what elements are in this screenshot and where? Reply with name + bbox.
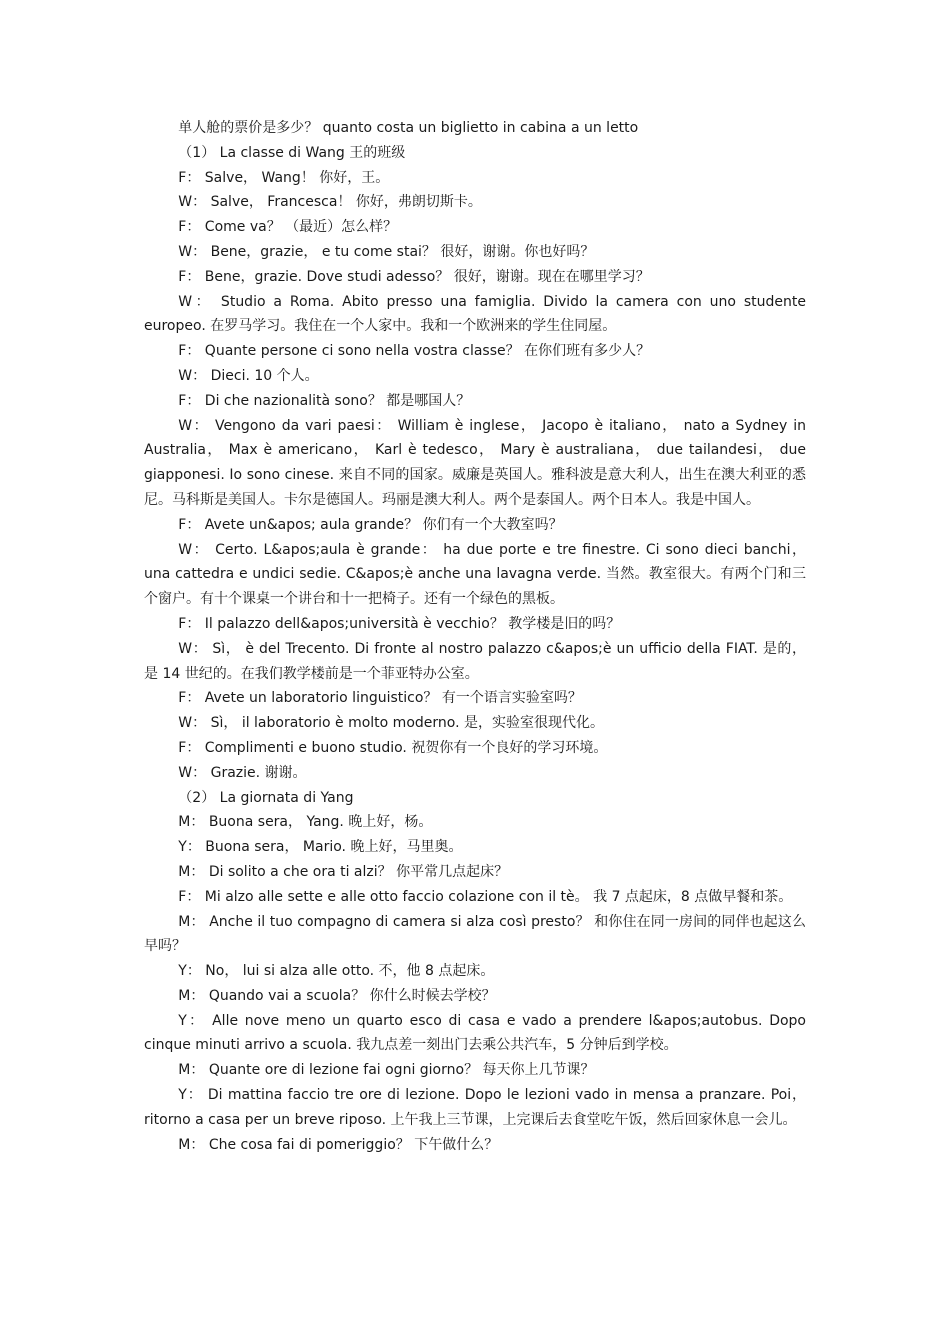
- dialogue-line: Y： Buona sera， Mario. 晚上好，马里奥。: [178, 839, 463, 856]
- dialogue-line: M： Quante ore di lezione fai ogni giorno？ 每天你上几节课？: [178, 1062, 595, 1079]
- dialogue-line: F： Come va？ （最近）怎么样？: [178, 219, 398, 236]
- section-heading: （2） La giornata di Yang: [178, 789, 354, 806]
- dialogue-line: M： Quando vai a scuola？ 你什么时候去学校？: [178, 987, 496, 1004]
- dialogue-line: F： Quante persone ci sono nella vostra classe？ 在你们班有多少人？: [178, 343, 651, 360]
- dialogue-line: Y： No， lui si alza alle otto. 不，他 8 点起床。: [178, 963, 495, 980]
- dialogue-line: F： Di che nazionalità sono？ 都是哪国人？: [178, 392, 471, 409]
- dialogue-line: Y： Alle nove meno un quarto esco di casa e vado a prendere l&apos;autobus. Dopo cinque minuti arrivo a scuola. 我九点差一刻出门去乘公共汽车，5 分钟后到学校。: [144, 1012, 806, 1054]
- paragraph: 单人舱的票价是多少？ quanto costa un biglietto in cabina a un letto: [178, 120, 639, 136]
- dialogue-line: M： Anche il tuo compagno di camera si alza così presto？ 和你住在同一房间的同伴也起这么早吗？: [144, 913, 806, 955]
- dialogue-line: M： Che cosa fai di pomeriggio？ 下午做什么？: [178, 1136, 499, 1153]
- dialogue-line: F： Il palazzo dell&apos;università è vecchio？ 教学楼是旧的吗？: [178, 615, 621, 632]
- dialogue-line: W： Grazie. 谢谢。: [178, 764, 307, 781]
- dialogue-line: W： Vengono da vari paesi： William è inglese， Jacopo è italiano， nato a Sydney in Australia， Max è americano， Karl è tedesco， Mary è australiana， due tailandesi， due giapponesi. Io sono cinese. 来自不同的国家。威廉是英国人。雅科波是意大利人，出生在澳大利亚的悉尼。马科斯是美国人。卡尔是德国人。玛丽是澳大利人。两个是泰国人。两个日本人。我是中国人。: [144, 417, 806, 508]
- dialogue-line: W： Sì， il laboratorio è molto moderno. 是，实验室很现代化。: [178, 715, 604, 732]
- dialogue-line: F： Avete un laboratorio linguistico？ 有一个语言实验室吗？: [178, 690, 582, 707]
- dialogue-line: M： Buona sera， Yang. 晚上好，杨。: [178, 814, 433, 831]
- dialogue-line: F： Avete un&apos; aula grande？ 你们有一个大教室吗？: [178, 516, 563, 533]
- dialogue-line: W： Certo. L&apos;aula è grande： ha due porte e tre finestre. Ci sono dieci banchi， una cattedra e undici sedie. C&apos;è anche una lavagna verde. 当然。教室很大。有两个门和三个窗户。有十个课桌一个讲台和十一把椅子。还有一个绿色的黑板。: [144, 541, 806, 608]
- document-page: [144, 116, 806, 1157]
- dialogue-line: F： Bene，grazie. Dove studi adesso？ 很好，谢谢。现在在哪里学习？: [178, 268, 650, 285]
- dialogue-line: W： Studio a Roma. Abito presso una famiglia. Divido la camera con uno studente europeo. 在罗马学习。我住在一个人家中。我和一个欧洲来的学生住同屋。: [144, 293, 806, 335]
- dialogue-line: F： Mi alzo alle sette e alle otto faccio colazione con il tè。 我 7 点起床，8 点做早餐和茶。: [178, 888, 793, 905]
- dialogue-line: W： Sì， è del Trecento. Di fronte al nostro palazzo c&apos;è un ufficio della FIAT. 是的，是 14 世纪的。在我们教学楼前是一个菲亚特办公室。: [144, 640, 806, 682]
- dialogue-line: F： Complimenti e buono studio. 祝贺你有一个良好的学习环境。: [178, 739, 608, 756]
- dialogue-line: F： Salve， Wang！ 你好，王。: [178, 169, 390, 186]
- dialogue-line: W： Bene，grazie， e tu come stai？ 很好，谢谢。你也好吗？: [178, 243, 595, 260]
- dialogue-line: W： Salve， Francesca！ 你好，弗朗切斯卡。: [178, 194, 482, 211]
- section-heading: （1） La classe di Wang 王的班级: [178, 144, 406, 161]
- dialogue-line: W： Dieci. 10 个人。: [178, 367, 319, 384]
- dialogue-line: Y： Di mattina faccio tre ore di lezione. Dopo le lezioni vado in mensa a pranzare. Poi，ritorno a casa per un breve riposo. 上午我上三节课，上完课后去食堂吃午饭，然后回家休息一会儿。: [144, 1087, 806, 1128]
- dialogue-line: M： Di solito a che ora ti alzi？ 你平常几点起床？: [178, 863, 509, 880]
